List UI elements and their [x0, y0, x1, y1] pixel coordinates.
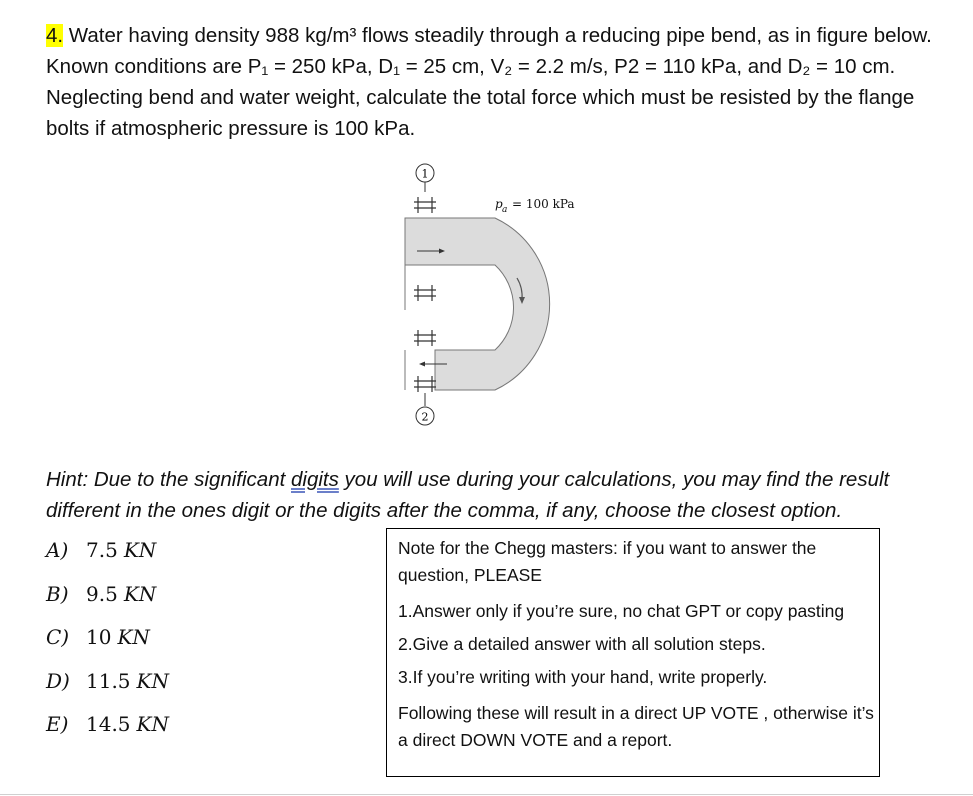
note-line-3: 2.Give a detailed answer with all solution steps.: [398, 634, 766, 654]
note-line-2: 1.Answer only if you’re sure, no chat GPT or copy pasting: [398, 601, 845, 621]
question-text: [46, 20, 946, 144]
option-letter: E): [46, 712, 69, 736]
flange-mid-upper: [414, 285, 436, 301]
pressure-symbol: p: [495, 197, 503, 211]
option-unit: KN: [136, 712, 169, 736]
option-letter: B): [46, 581, 69, 606]
hint-after: you will use during your calculations, you may find the result different in the ones digit or the digits after the comma, if any, choose the closest option.: [46, 468, 890, 522]
pipe-bend-figure: [395, 160, 595, 435]
note-line-4: 3.If you’re writing with your hand, write properly.: [398, 667, 768, 687]
hint-text: [46, 464, 946, 526]
hint-before: Hint: Due to the significant: [46, 468, 291, 491]
option-letter: A): [46, 538, 69, 562]
flange-mid-lower: [414, 330, 436, 346]
note-line-1: Note for the Chegg masters: if you want to answer the question, PLEASE: [398, 538, 817, 585]
option-a[interactable]: [46, 538, 366, 582]
flange-top: [414, 197, 436, 213]
option-unit: KN: [123, 581, 157, 606]
option-unit: KN: [136, 668, 169, 693]
question-body: Water having density 988 kg/m³ flows steadily through a reducing pipe bend, as in figure below. Known conditions are P₁ = 250 kPa, D₁ = 25 cm, V₂ = 2.2 m/s, P2 = 110 kPa, and D₂ = 10 cm. Neglecting bend and water weight, calculate the total force which must be resisted by the flange bolts if atmospheric pressure is 100 kPa.: [46, 24, 932, 140]
note-box: [386, 528, 880, 777]
section-1-label: 1: [421, 167, 429, 181]
option-unit: KN: [123, 538, 157, 562]
option-value: 9.5: [86, 581, 118, 606]
answer-options: [46, 538, 366, 756]
note-line-5: Following these will result in a direct UP VOTE , otherwise it’s a direct DOWN VOTE and a report.: [398, 703, 874, 750]
option-value: 10: [86, 625, 112, 649]
section-2-marker: [416, 407, 434, 425]
option-unit: KN: [117, 625, 150, 649]
atmospheric-pressure-label: [495, 197, 575, 215]
section-1-marker: [416, 164, 434, 182]
option-e[interactable]: [46, 712, 366, 756]
pressure-value: = 100 kPa: [512, 197, 575, 211]
page-divider: [0, 794, 973, 795]
hint-underlined-word: digits: [291, 468, 339, 491]
flange-bottom: [414, 376, 436, 392]
option-value: 7.5: [86, 538, 118, 562]
option-letter: D): [46, 668, 70, 693]
option-b[interactable]: [46, 582, 366, 626]
option-letter: C): [46, 625, 70, 649]
option-value: 14.5: [86, 712, 131, 736]
option-d[interactable]: [46, 669, 366, 713]
section-2-label: 2: [421, 410, 429, 424]
question-number: 4.: [46, 24, 64, 47]
pressure-subscript: a: [502, 205, 508, 215]
option-c[interactable]: [46, 625, 366, 669]
option-value: 11.5: [86, 668, 131, 693]
